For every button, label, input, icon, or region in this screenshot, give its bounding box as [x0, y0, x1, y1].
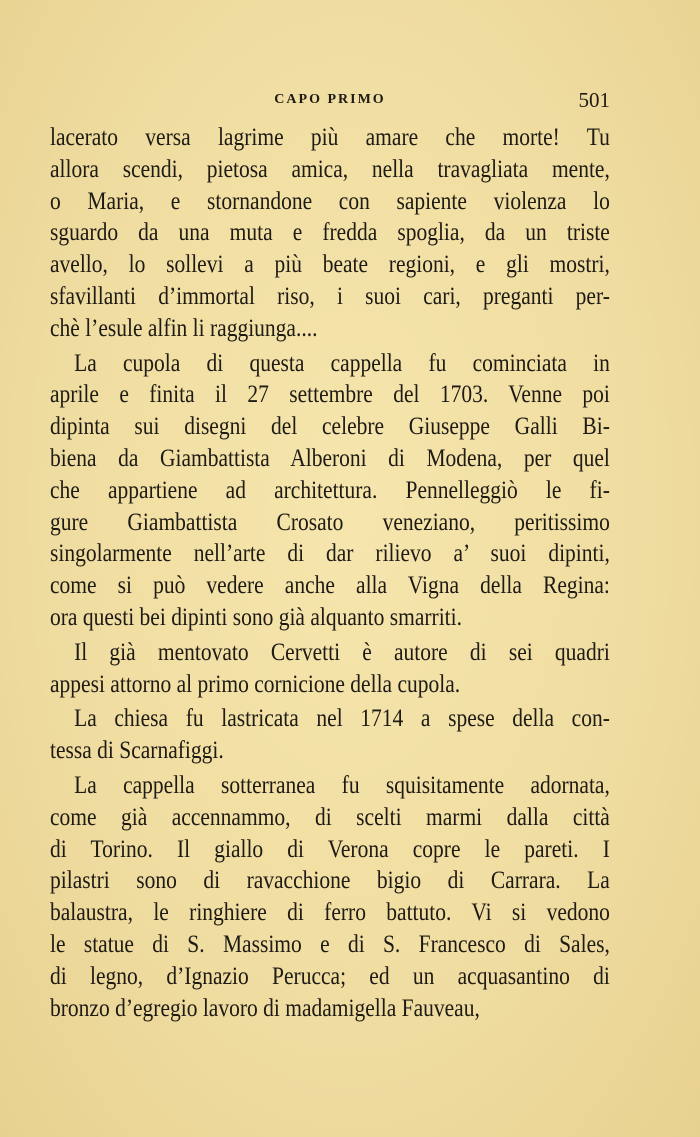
running-head — [50, 88, 610, 122]
text-line: ora questi bei dipinti sono già alquanto smarriti. — [50, 603, 463, 631]
text-line: pilastri sono di ravacchione bigio di Carrara. La — [50, 867, 610, 895]
text-line: aprile e finita il 27 settembre del 1703. Venne poi — [50, 381, 610, 409]
paragraph — [50, 703, 610, 767]
text-line: tessa di Scarnafiggi. — [50, 737, 224, 765]
text-line: La cappella sotterranea fu squisitamente adornata, — [74, 771, 610, 799]
paragraph — [50, 770, 610, 1024]
text-line: balaustra, le ringhiere di ferro battuto. Vi si vedono — [50, 899, 610, 927]
text-line: La chiesa fu lastricata nel 1714 a spese della con- — [74, 705, 610, 733]
text-line: che appartiene ad architettura. Pennelleggiò le fi- — [50, 476, 610, 504]
text-line: le statue di S. Massimo e di S. Francesco di Sales, — [50, 930, 610, 958]
text-line: lacerato versa lagrime più amare che morte! Tu — [50, 124, 610, 151]
text-line: La cupola di questa cappella fu cominciata in — [74, 349, 610, 377]
text-line: come già accennammo, di scelti marmi dalla città — [50, 803, 610, 831]
text-line: o Maria, e stornandone con sapiente violenza lo — [50, 187, 610, 215]
text-line: sguardo da una muta e fredda spoglia, da un triste — [50, 219, 610, 247]
body-text — [50, 122, 610, 1024]
text-line: gure Giambattista Crosato veneziano, peritissimo — [50, 508, 610, 536]
book-page — [50, 88, 610, 1024]
text-line: avello, lo sollevi a più beate regioni, e gli mostri, — [50, 251, 610, 279]
text-line: Il già mentovato Cervetti è autore di sei quadri — [74, 638, 610, 666]
paragraph — [50, 122, 610, 345]
text-line: appesi attorno al primo cornicione della cupola. — [50, 670, 461, 698]
page-number: 501 — [578, 88, 610, 112]
text-line: sfavillanti d’immortal riso, i suoi cari, preganti per- — [50, 282, 610, 310]
text-line: bronzo d’egregio lavoro di madamigella Fauveau, — [50, 994, 480, 1022]
paragraph — [50, 348, 610, 634]
text-line: come si può vedere anche alla Vigna della Regina: — [50, 572, 610, 600]
text-line: singolarmente nell’arte di dar rilievo a’ suoi dipinti, — [50, 540, 610, 568]
text-line: di legno, d’Ignazio Perucca; ed un acquasantino di — [50, 962, 610, 990]
paragraph — [50, 637, 610, 701]
text-line: dipinta sui disegni del celebre Giuseppe Galli Bi- — [50, 413, 610, 441]
text-line: allora scendi, pietosa amica, nella travagliata mente, — [50, 155, 610, 183]
text-line: biena da Giambattista Alberoni di Modena, per quel — [50, 444, 610, 472]
text-line: di Torino. Il giallo di Verona copre le pareti. I — [50, 835, 610, 863]
text-line: chè l’esule alfin li raggiunga.... — [50, 314, 318, 342]
chapter-title: CAPO PRIMO — [274, 92, 386, 107]
